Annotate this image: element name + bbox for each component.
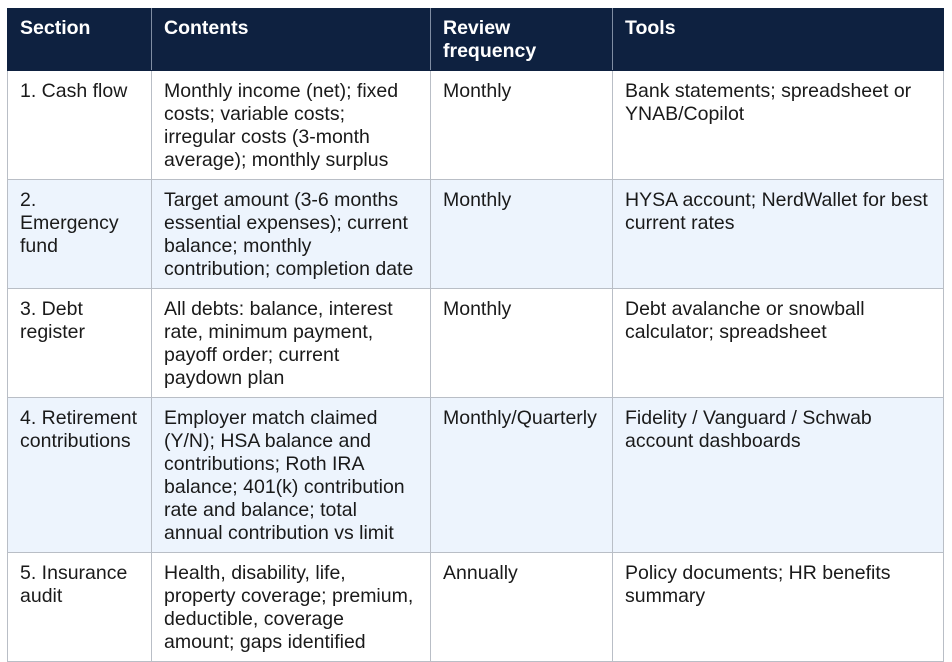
table-row xyxy=(8,553,944,662)
header-contents: Contents xyxy=(152,9,431,71)
header-section: Section xyxy=(8,9,152,71)
cell-frequency: Monthly xyxy=(431,180,613,289)
cell-tools: Policy documents; HR benefits summary xyxy=(613,553,944,662)
financial-plan-table xyxy=(7,8,944,662)
cell-section: 4. Retirement contributions xyxy=(8,398,152,553)
header-review-frequency: Review frequency xyxy=(431,9,613,71)
cell-section: 5. Insurance audit xyxy=(8,553,152,662)
plan-table-container xyxy=(7,8,943,662)
table-row xyxy=(8,289,944,398)
cell-frequency: Monthly xyxy=(431,289,613,398)
cell-contents: All debts: balance, interest rate, minimum payment, payoff order; current paydown plan xyxy=(152,289,431,398)
cell-contents: Employer match claimed (Y/N); HSA balance and contributions; Roth IRA balance; 401(k) contribution rate and balance; total annual contribution vs limit xyxy=(152,398,431,553)
cell-tools: Bank statements; spreadsheet or YNAB/Copilot xyxy=(613,71,944,180)
cell-section: 3. Debt register xyxy=(8,289,152,398)
table-body xyxy=(8,71,944,662)
table-row xyxy=(8,180,944,289)
table-row xyxy=(8,398,944,553)
cell-frequency: Annually xyxy=(431,553,613,662)
cell-section: 2. Emergency fund xyxy=(8,180,152,289)
header-row xyxy=(8,9,944,71)
cell-frequency: Monthly/Quarterly xyxy=(431,398,613,553)
cell-tools: Debt avalanche or snowball calculator; spreadsheet xyxy=(613,289,944,398)
table-header xyxy=(8,9,944,71)
cell-contents: Health, disability, life, property coverage; premium, deductible, coverage amount; gaps identified xyxy=(152,553,431,662)
cell-section: 1. Cash flow xyxy=(8,71,152,180)
cell-contents: Monthly income (net); fixed costs; variable costs; irregular costs (3-month average); monthly surplus xyxy=(152,71,431,180)
cell-tools: Fidelity / Vanguard / Schwab account dashboards xyxy=(613,398,944,553)
cell-tools: HYSA account; NerdWallet for best current rates xyxy=(613,180,944,289)
header-tools: Tools xyxy=(613,9,944,71)
cell-contents: Target amount (3-6 months essential expenses); current balance; monthly contribution; completion date xyxy=(152,180,431,289)
cell-frequency: Monthly xyxy=(431,71,613,180)
table-row xyxy=(8,71,944,180)
